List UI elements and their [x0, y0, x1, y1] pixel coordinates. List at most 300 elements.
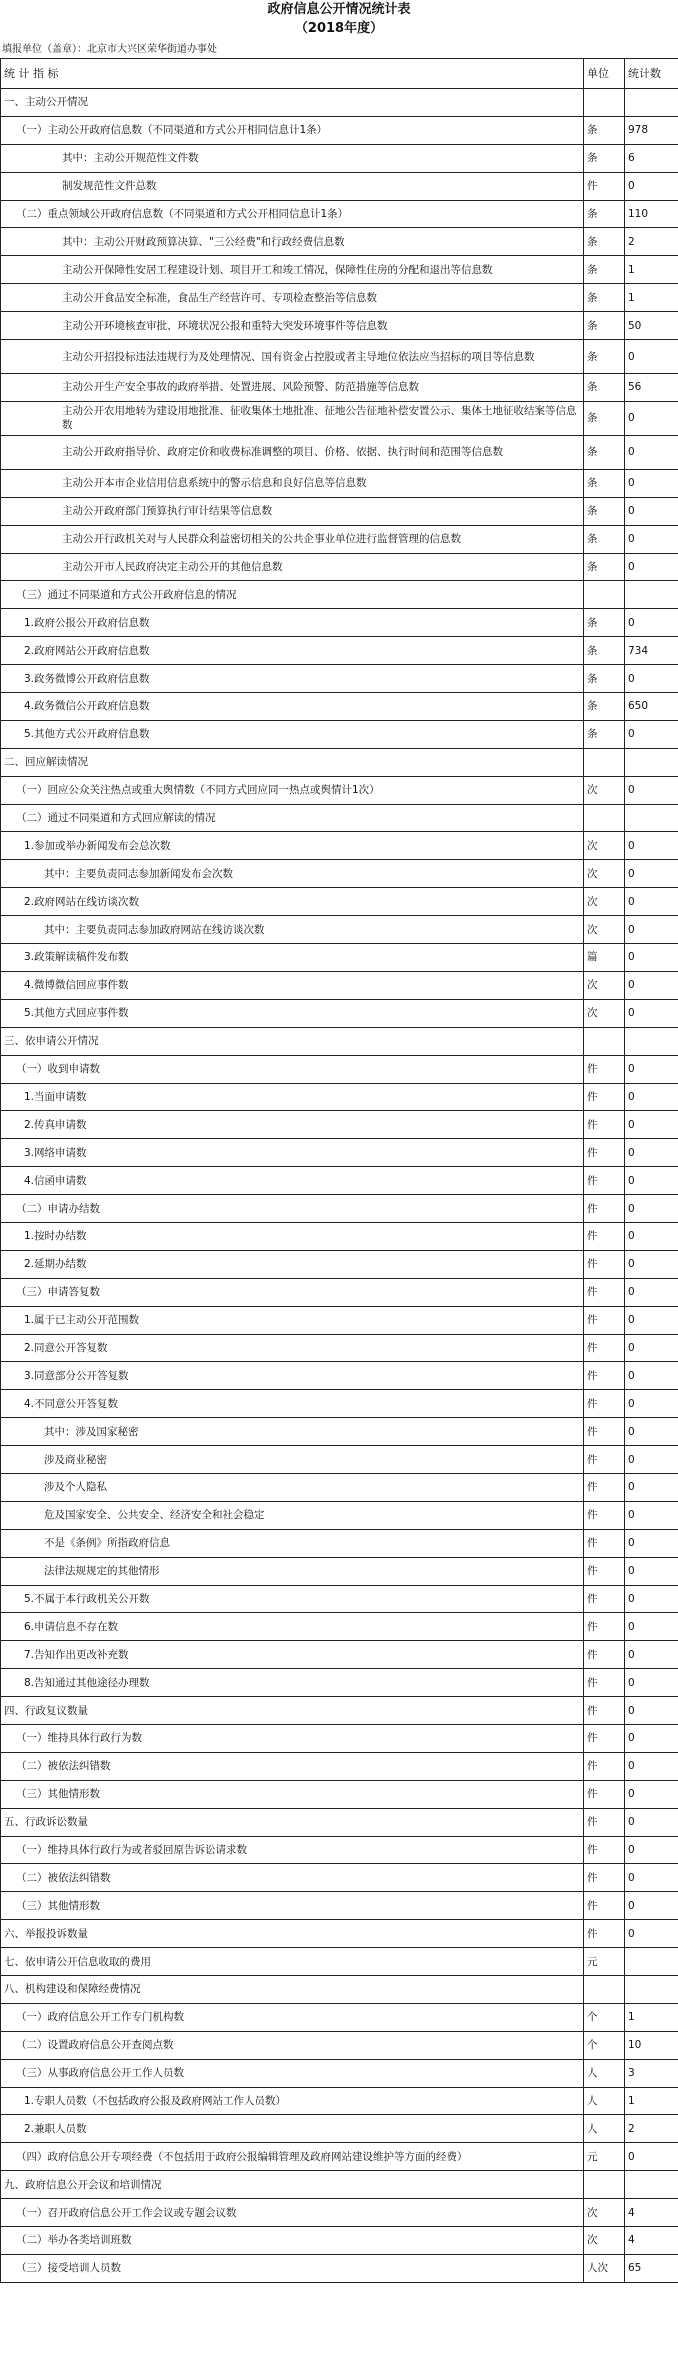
- row-value: 0: [625, 609, 678, 637]
- row-value: 0: [625, 971, 678, 999]
- row-unit: 件: [584, 1501, 625, 1529]
- row-unit: 条: [584, 144, 625, 172]
- row-value: 0: [625, 1446, 678, 1474]
- row-label: 主动公开政府部门预算执行审计结果等信息数: [1, 497, 584, 525]
- row-value: [625, 1948, 678, 1976]
- row-unit: 件: [584, 1139, 625, 1167]
- table-row: [1, 720, 678, 748]
- row-label: 其中：主要负责同志参加政府网站在线访谈次数: [1, 916, 584, 944]
- row-unit: 条: [584, 469, 625, 497]
- row-label: 涉及商业秘密: [1, 1446, 584, 1474]
- table-row: [1, 1669, 678, 1697]
- report-year: （2018年度）: [294, 21, 384, 36]
- row-unit: 次: [584, 776, 625, 804]
- row-value: 0: [625, 1278, 678, 1306]
- table-row: [1, 1529, 678, 1557]
- row-value: [625, 1976, 678, 2004]
- row-unit: 件: [584, 1083, 625, 1111]
- table-row: [1, 804, 678, 832]
- row-unit: 人: [584, 2059, 625, 2087]
- row-label: （二）申请办结数: [1, 1195, 584, 1223]
- row-value: 2: [625, 228, 678, 256]
- table-row: [1, 1892, 678, 1920]
- table-row: [1, 116, 678, 144]
- row-label: 3.同意部分公开答复数: [1, 1362, 584, 1390]
- row-unit: 件: [584, 1222, 625, 1250]
- row-value: 1: [625, 256, 678, 284]
- table-row: [1, 1557, 678, 1585]
- table-row: [1, 1446, 678, 1474]
- row-unit: [584, 1976, 625, 2004]
- table-row: [1, 256, 678, 284]
- row-label: （三）通过不同渠道和方式公开政府信息的情况: [1, 581, 584, 609]
- row-value: 0: [625, 1306, 678, 1334]
- row-label: （三）申请答复数: [1, 1278, 584, 1306]
- row-value: 4: [625, 2199, 678, 2227]
- row-label: 三、依申请公开情况: [1, 1027, 584, 1055]
- table-row: [1, 1836, 678, 1864]
- row-label: 5.不属于本行政机关公开数: [1, 1585, 584, 1613]
- row-unit: 次: [584, 999, 625, 1027]
- row-value: 978: [625, 116, 678, 144]
- row-unit: 次: [584, 888, 625, 916]
- row-label: 主动公开行政机关对与人民群众利益密切相关的公共企事业单位进行监督管理的信息数: [1, 525, 584, 553]
- row-value: 0: [625, 1697, 678, 1725]
- row-value: 0: [625, 172, 678, 200]
- table-row: [1, 2115, 678, 2143]
- row-label: 1.参加或举办新闻发布会总次数: [1, 832, 584, 860]
- row-label: 6.申请信息不存在数: [1, 1613, 584, 1641]
- table-row: [1, 581, 678, 609]
- row-unit: 个: [584, 2031, 625, 2059]
- row-label: 其中：主要负责同志参加新闻发布会次数: [1, 860, 584, 888]
- row-label: 制发规范性文件总数: [1, 172, 584, 200]
- row-label: 8.告知通过其他途径办理数: [1, 1669, 584, 1697]
- row-unit: 条: [584, 374, 625, 402]
- row-label: （一）政府信息公开工作专门机构数: [1, 2003, 584, 2031]
- row-value: 1: [625, 284, 678, 312]
- row-unit: 件: [584, 1864, 625, 1892]
- table-row: [1, 144, 678, 172]
- row-label: （二）举办各类培训班数: [1, 2227, 584, 2255]
- row-unit: 篇: [584, 944, 625, 972]
- row-label: 四、行政复议数量: [1, 1697, 584, 1725]
- row-label: 八、机构建设和保障经费情况: [1, 1976, 584, 2004]
- row-label: （一）召开政府信息公开工作会议或专题会议数: [1, 2199, 584, 2227]
- row-label: （一）主动公开政府信息数（不同渠道和方式公开相同信息计1条）: [1, 116, 584, 144]
- row-value: 0: [625, 435, 678, 469]
- table-row: [1, 1195, 678, 1223]
- row-value: 56: [625, 374, 678, 402]
- row-value: 0: [625, 1669, 678, 1697]
- row-label: 五、行政诉讼数量: [1, 1808, 584, 1836]
- row-label: 主动公开农用地转为建设用地批准、征收集体土地批准、征地公告征地补偿安置公示、集体土地征收结案等信息数: [1, 401, 584, 435]
- row-label: 4.微博微信回应事件数: [1, 971, 584, 999]
- row-unit: 人: [584, 2115, 625, 2143]
- table-row: [1, 284, 678, 312]
- row-unit: 条: [584, 720, 625, 748]
- row-label: （三）其他情形数: [1, 1780, 584, 1808]
- table-row: [1, 2059, 678, 2087]
- row-label: （一）收到申请数: [1, 1055, 584, 1083]
- row-value: 0: [625, 1808, 678, 1836]
- row-unit: 次: [584, 971, 625, 999]
- filling-unit: 填报单位（盖章）：北京市大兴区荣华街道办事处: [2, 44, 217, 55]
- row-unit: 件: [584, 1111, 625, 1139]
- row-value: 0: [625, 916, 678, 944]
- table-row: [1, 748, 678, 776]
- row-unit: 件: [584, 1641, 625, 1669]
- row-unit: 件: [584, 1167, 625, 1195]
- row-value: 0: [625, 1752, 678, 1780]
- table-row: [1, 916, 678, 944]
- row-label: 六、举报投诉数量: [1, 1920, 584, 1948]
- row-label: 2.延期办结数: [1, 1250, 584, 1278]
- row-value: 0: [625, 1836, 678, 1864]
- row-label: 5.其他方式回应事件数: [1, 999, 584, 1027]
- table-row: [1, 312, 678, 340]
- row-value: 0: [625, 553, 678, 581]
- table-row: [1, 435, 678, 469]
- table-row: [1, 1139, 678, 1167]
- row-label: 危及国家安全、公共安全、经济安全和社会稳定: [1, 1501, 584, 1529]
- row-unit: 人: [584, 2087, 625, 2115]
- row-label: 5.其他方式公开政府信息数: [1, 720, 584, 748]
- row-label: 主动公开招投标违法违规行为及处理情况、国有资金占控股或者主导地位依法应当招标的项目等信息数: [1, 340, 584, 374]
- row-label: 3.网络申请数: [1, 1139, 584, 1167]
- row-label: 4.不同意公开答复数: [1, 1390, 584, 1418]
- row-unit: 件: [584, 1362, 625, 1390]
- row-unit: 条: [584, 200, 625, 228]
- row-value: 0: [625, 1222, 678, 1250]
- row-unit: 件: [584, 1669, 625, 1697]
- table-row: [1, 1334, 678, 1362]
- row-label: 2.传真申请数: [1, 1111, 584, 1139]
- row-value: 1: [625, 2003, 678, 2031]
- row-unit: [584, 804, 625, 832]
- row-value: 0: [625, 1083, 678, 1111]
- row-label: 九、政府信息公开会议和培训情况: [1, 2171, 584, 2199]
- table-row: [1, 1278, 678, 1306]
- table-row: [1, 200, 678, 228]
- table-row: [1, 228, 678, 256]
- table-row: [1, 374, 678, 402]
- row-value: 0: [625, 665, 678, 693]
- row-label: 其中：涉及国家秘密: [1, 1418, 584, 1446]
- table-row: [1, 1501, 678, 1529]
- table-row: [1, 1808, 678, 1836]
- table-row: [1, 1752, 678, 1780]
- row-label: （二）设置政府信息公开查阅点数: [1, 2031, 584, 2059]
- row-label: 主动公开市人民政府决定主动公开的其他信息数: [1, 553, 584, 581]
- row-value: 0: [625, 1167, 678, 1195]
- row-unit: 件: [584, 1836, 625, 1864]
- row-unit: 件: [584, 1920, 625, 1948]
- row-unit: 件: [584, 1557, 625, 1585]
- row-label: 7.告知作出更改补充数: [1, 1641, 584, 1669]
- row-value: 0: [625, 469, 678, 497]
- table-row: [1, 1948, 678, 1976]
- row-value: 0: [625, 888, 678, 916]
- table-row: [1, 999, 678, 1027]
- row-value: 0: [625, 2143, 678, 2171]
- row-label: 主动公开保障性安居工程建设计划、项目开工和竣工情况，保障性住房的分配和退出等信息数: [1, 256, 584, 284]
- row-value: 0: [625, 401, 678, 435]
- row-value: [625, 748, 678, 776]
- row-value: 0: [625, 1501, 678, 1529]
- row-value: [625, 89, 678, 117]
- table-row: [1, 1390, 678, 1418]
- table-row: [1, 1613, 678, 1641]
- row-value: 0: [625, 1055, 678, 1083]
- row-unit: 件: [584, 1697, 625, 1725]
- row-value: 734: [625, 637, 678, 665]
- row-unit: 条: [584, 340, 625, 374]
- row-label: 涉及个人隐私: [1, 1473, 584, 1501]
- table-row: [1, 1641, 678, 1669]
- row-value: 0: [625, 720, 678, 748]
- table-row: [1, 89, 678, 117]
- table-row: [1, 1222, 678, 1250]
- table-row: [1, 2031, 678, 2059]
- row-label: 主动公开环境核查审批、环境状况公报和重特大突发环境事件等信息数: [1, 312, 584, 340]
- row-unit: [584, 1027, 625, 1055]
- row-unit: 件: [584, 1613, 625, 1641]
- row-value: 0: [625, 1390, 678, 1418]
- row-value: 0: [625, 1864, 678, 1892]
- row-label: 主动公开生产安全事故的政府举措、处置进展、风险预警、防范措施等信息数: [1, 374, 584, 402]
- table-row: [1, 1362, 678, 1390]
- row-unit: [584, 2171, 625, 2199]
- row-unit: 条: [584, 609, 625, 637]
- table-row: [1, 2087, 678, 2115]
- row-unit: 件: [584, 1446, 625, 1474]
- table-row: [1, 693, 678, 721]
- row-value: [625, 581, 678, 609]
- row-value: 0: [625, 1195, 678, 1223]
- table-row: [1, 497, 678, 525]
- row-unit: 条: [584, 693, 625, 721]
- table-row: [1, 944, 678, 972]
- row-label: 七、依申请公开信息收取的费用: [1, 1948, 584, 1976]
- statistics-table: [0, 58, 678, 2283]
- table-row: [1, 1027, 678, 1055]
- row-unit: 件: [584, 1418, 625, 1446]
- row-value: 0: [625, 1111, 678, 1139]
- row-value: 0: [625, 1920, 678, 1948]
- row-value: 0: [625, 1473, 678, 1501]
- table-row: [1, 340, 678, 374]
- table-row: [1, 1920, 678, 1948]
- row-value: 0: [625, 1724, 678, 1752]
- row-unit: [584, 748, 625, 776]
- row-value: 0: [625, 1641, 678, 1669]
- row-value: [625, 2171, 678, 2199]
- row-label: 法律法规规定的其他情形: [1, 1557, 584, 1585]
- row-label: （二）被依法纠错数: [1, 1864, 584, 1892]
- row-unit: 件: [584, 1334, 625, 1362]
- row-unit: 条: [584, 525, 625, 553]
- table-row: [1, 1724, 678, 1752]
- row-value: 0: [625, 832, 678, 860]
- row-value: 0: [625, 999, 678, 1027]
- row-unit: [584, 581, 625, 609]
- row-value: 0: [625, 1139, 678, 1167]
- table-row: [1, 609, 678, 637]
- row-label: 1.属于已主动公开范围数: [1, 1306, 584, 1334]
- table-row: [1, 971, 678, 999]
- row-label: 1.专职人员数（不包括政府公报及政府网站工作人员数）: [1, 2087, 584, 2115]
- row-label: （三）接受培训人员数: [1, 2254, 584, 2282]
- row-unit: 件: [584, 1529, 625, 1557]
- row-unit: 元: [584, 1948, 625, 1976]
- row-label: （三）其他情形数: [1, 1892, 584, 1920]
- row-label: 2.兼职人员数: [1, 2115, 584, 2143]
- row-unit: 条: [584, 665, 625, 693]
- row-unit: 件: [584, 1808, 625, 1836]
- row-label: （二）重点领域公开政府信息数（不同渠道和方式公开相同信息计1条）: [1, 200, 584, 228]
- row-value: 0: [625, 1334, 678, 1362]
- table-row: [1, 401, 678, 435]
- header-unit: 单位: [584, 59, 625, 89]
- row-label: 二、回应解读情况: [1, 748, 584, 776]
- table-row: [1, 665, 678, 693]
- row-label: 其中：主动公开规范性文件数: [1, 144, 584, 172]
- table-row: [1, 525, 678, 553]
- row-label: （一）回应公众关注热点或重大舆情数（不同方式回应同一热点或舆情计1次）: [1, 776, 584, 804]
- row-label: 1.政府公报公开政府信息数: [1, 609, 584, 637]
- row-label: 主动公开食品安全标准，食品生产经营许可、专项检查整治等信息数: [1, 284, 584, 312]
- row-value: 0: [625, 340, 678, 374]
- table-row: [1, 776, 678, 804]
- table-row: [1, 1780, 678, 1808]
- row-value: 3: [625, 2059, 678, 2087]
- row-value: 10: [625, 2031, 678, 2059]
- row-value: 4: [625, 2227, 678, 2255]
- row-unit: 条: [584, 497, 625, 525]
- row-unit: 件: [584, 172, 625, 200]
- table-row: [1, 1055, 678, 1083]
- table-row: [1, 2254, 678, 2282]
- row-unit: 件: [584, 1390, 625, 1418]
- row-unit: 次: [584, 916, 625, 944]
- row-value: 0: [625, 1780, 678, 1808]
- table-row: [1, 469, 678, 497]
- row-value: 0: [625, 776, 678, 804]
- row-label: （四）政府信息公开专项经费（不包括用于政府公报编辑管理及政府网站建设维护等方面的经费）: [1, 2143, 584, 2171]
- row-value: 0: [625, 860, 678, 888]
- row-value: [625, 804, 678, 832]
- row-label: 1.当面申请数: [1, 1083, 584, 1111]
- row-unit: 人次: [584, 2254, 625, 2282]
- row-value: 50: [625, 312, 678, 340]
- row-unit: 次: [584, 2199, 625, 2227]
- row-value: 0: [625, 1613, 678, 1641]
- row-value: 0: [625, 1418, 678, 1446]
- row-label: 3.政务微博公开政府信息数: [1, 665, 584, 693]
- row-unit: 次: [584, 832, 625, 860]
- row-value: 65: [625, 2254, 678, 2282]
- row-unit: 件: [584, 1055, 625, 1083]
- row-unit: 件: [584, 1473, 625, 1501]
- table-row: [1, 553, 678, 581]
- row-label: 其中：主动公开财政预算决算、"三公经费"和行政经费信息数: [1, 228, 584, 256]
- row-unit: 件: [584, 1306, 625, 1334]
- row-value: 0: [625, 497, 678, 525]
- row-value: 6: [625, 144, 678, 172]
- table-row: [1, 860, 678, 888]
- table-header-row: [1, 59, 678, 89]
- row-label: 主动公开政府指导价、政府定价和收费标准调整的项目、价格、依据、执行时间和范围等信息数: [1, 435, 584, 469]
- row-value: 0: [625, 1250, 678, 1278]
- row-label: 4.政务微信公开政府信息数: [1, 693, 584, 721]
- row-unit: 次: [584, 860, 625, 888]
- row-label: （二）被依法纠错数: [1, 1752, 584, 1780]
- header-item: 统 计 指 标: [1, 59, 584, 89]
- table-row: [1, 1418, 678, 1446]
- row-value: 1: [625, 2087, 678, 2115]
- row-label: （一）维持具体行政行为数: [1, 1724, 584, 1752]
- row-label: 主动公开本市企业信用信息系统中的警示信息和良好信息等信息数: [1, 469, 584, 497]
- row-value: 110: [625, 200, 678, 228]
- table-row: [1, 2143, 678, 2171]
- row-label: 2.同意公开答复数: [1, 1334, 584, 1362]
- table-row: [1, 1167, 678, 1195]
- table-row: [1, 1864, 678, 1892]
- row-unit: 条: [584, 312, 625, 340]
- table-row: [1, 1976, 678, 2004]
- row-unit: 条: [584, 116, 625, 144]
- row-unit: 件: [584, 1780, 625, 1808]
- row-unit: 件: [584, 1892, 625, 1920]
- row-unit: 次: [584, 2227, 625, 2255]
- row-unit: 个: [584, 2003, 625, 2031]
- table-row: [1, 172, 678, 200]
- table-row: [1, 888, 678, 916]
- row-label: 1.按时办结数: [1, 1222, 584, 1250]
- row-label: （二）通过不同渠道和方式回应解读的情况: [1, 804, 584, 832]
- row-unit: 元: [584, 2143, 625, 2171]
- row-value: 650: [625, 693, 678, 721]
- row-label: （一）维持具体行政行为或者驳回原告诉讼请求数: [1, 1836, 584, 1864]
- row-label: 2.政府网站公开政府信息数: [1, 637, 584, 665]
- row-label: 不是《条例》所指政府信息: [1, 1529, 584, 1557]
- row-unit: 条: [584, 401, 625, 435]
- row-unit: 条: [584, 637, 625, 665]
- row-value: 0: [625, 1529, 678, 1557]
- table-row: [1, 1473, 678, 1501]
- row-unit: 件: [584, 1724, 625, 1752]
- table-row: [1, 832, 678, 860]
- row-unit: 条: [584, 284, 625, 312]
- row-unit: 条: [584, 553, 625, 581]
- row-value: 2: [625, 2115, 678, 2143]
- table-row: [1, 2227, 678, 2255]
- row-unit: 条: [584, 256, 625, 284]
- row-label: 3.政策解读稿件发布数: [1, 944, 584, 972]
- table-row: [1, 1250, 678, 1278]
- row-value: 0: [625, 525, 678, 553]
- table-row: [1, 1306, 678, 1334]
- table-row: [1, 1585, 678, 1613]
- row-unit: 件: [584, 1585, 625, 1613]
- table-row: [1, 2171, 678, 2199]
- row-value: 0: [625, 1585, 678, 1613]
- table-row: [1, 2003, 678, 2031]
- table-row: [1, 1697, 678, 1725]
- row-unit: 件: [584, 1752, 625, 1780]
- row-label: （三）从事政府信息公开工作人员数: [1, 2059, 584, 2087]
